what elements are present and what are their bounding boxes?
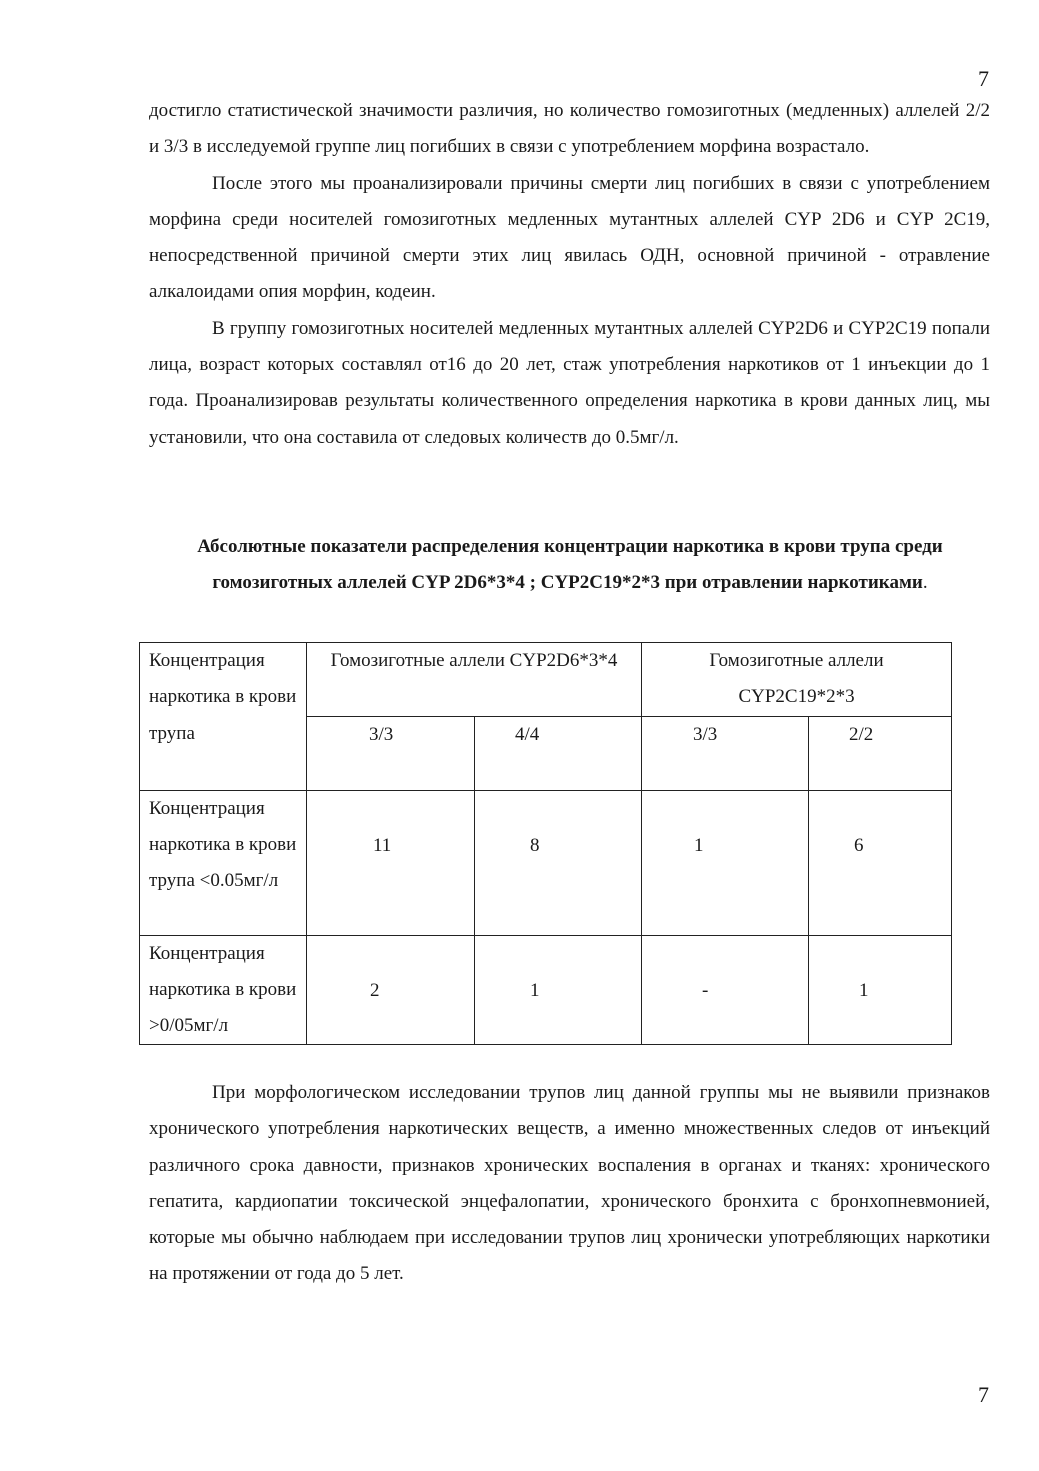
table-row	[140, 790, 952, 935]
table-subheader-2: 4/4	[475, 716, 642, 790]
intro-paragraph-2: После этого мы проанализировали причины смерти лиц погибших в связи с употреблением морфина среди носителей гомозиготных медленных мутантных аллелей CYP 2D6 и CYP 2C19, непосредственной причиной смерти этих лиц явилась ОДН, основной причиной - отравление алкалоидами опия морфин, кодеин.	[149, 172, 990, 303]
table-cell: 1	[642, 790, 809, 935]
table-row	[140, 935, 952, 1045]
table-caption-bold: Абсолютные показатели распределения концентрации наркотика в крови трупа среди гомозиготных аллелей CYP 2D6*3*4 ; CYP2C19*2*3 при отравлении наркотиками	[197, 536, 943, 594]
concentration-table	[139, 642, 952, 1045]
table-subheader-4: 2/2	[809, 716, 952, 790]
table-cell: 1	[475, 935, 642, 1045]
page-number-top: 7	[978, 66, 989, 91]
table-cell: 1	[809, 935, 952, 1045]
table-row-label: Концентрация наркотика в крови >0/05мг/л	[140, 935, 307, 1045]
closing-paragraph: При морфологическом исследовании трупов лиц данной группы мы не выявили признаков хронического употребления наркотических веществ, а именно множественных следов от инъекций различного срока давности, признаков хронических воспаления в органах и тканях: хронического гепатита, кардиопатии токсической энцефалопатии, хронического бронхита с бронхопневмонией, которые мы обычно наблюдаем при исследовании трупов лиц хронически употребляющих наркотики на протяжении от года до 5 лет.	[149, 1082, 990, 1285]
table-caption-tail: .	[922, 572, 928, 594]
table-subheader-1: 3/3	[307, 716, 475, 790]
table-cell: 2	[307, 935, 475, 1045]
table-corner-header: Концентрация наркотика в крови трупа	[140, 643, 307, 791]
table-cell: -	[642, 935, 809, 1045]
intro-paragraph-1: достигло статистической значимости различия, но количество гомозиготных (медленных) аллелей 2/2 и 3/3 в исследуемой группе лиц погибших в связи с употреблением морфина возрастало.	[149, 100, 990, 158]
table-cell: 8	[475, 790, 642, 935]
table-row-label: Концентрация наркотика в крови трупа <0.05мг/л	[140, 790, 307, 935]
closing-text	[149, 1075, 990, 1293]
table-cell: 11	[307, 790, 475, 935]
table-subheader-3: 3/3	[642, 716, 809, 790]
table-header-row	[140, 643, 952, 717]
table-group1-header: Гомозиготные аллели CYP2D6*3*4	[307, 643, 642, 717]
table-group2-header: Гомозиготные аллели CYP2C19*2*3	[642, 643, 952, 717]
page-number-bottom: 7	[978, 1382, 989, 1407]
intro-paragraph-3: В группу гомозиготных носителей медленных мутантных аллелей CYP2D6 и CYP2C19 попали лица, возраст которых составлял от16 до 20 лет, стаж употребления наркотиков от 1 инъекции до 1 года. Проанализировав результаты количественного определения наркотика в крови данных лиц, мы установили, что она составила от следовых количеств до 0.5мг/л.	[149, 317, 990, 448]
intro-text	[149, 93, 990, 456]
table-cell: 6	[809, 790, 952, 935]
table-caption	[140, 529, 1000, 602]
